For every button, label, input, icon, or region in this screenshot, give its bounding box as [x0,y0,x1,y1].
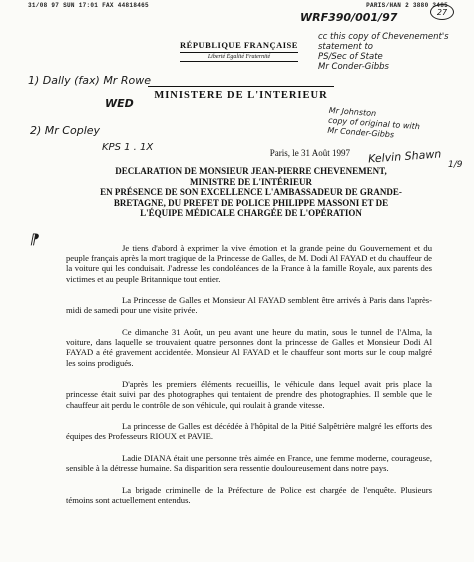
body-paragraph: Je tiens d'abord à exprimer la vive émotion et la grande peine du Gouvernement et du peuple français après la mort tragique de la Princesse de Galles, de M. Dodi Al FAYAD et du chauffeur de la voiture qui les conduisait. J'adresse les condoléances de la France à la famille Royale, aux parents des victimes et au peuple Britannique tout entier. [66,243,432,284]
title-line: DECLARATION DE MONSIEUR JEAN-PIERRE CHEVENEMENT, [115,166,387,176]
handwritten-distribution-1: 1) Dally (fax) Mr Rowe [28,74,151,87]
handwritten-copy-note: cc this copy of Chevenement's statement to PS/Sec of State Mr Conder-Gibbs [318,32,449,72]
title-line: EN PRÉSENCE DE SON EXCELLENCE L'AMBASSADEUR DE GRANDE- [100,187,402,198]
title-line: BRETAGNE, DU PREFET DE POLICE PHILIPPE MASSONI ET DE [113,197,389,208]
fax-transmission-header [28,2,448,9]
handwritten-reference: WRF390/001/97 [300,11,398,24]
body-paragraph: Ladie DIANA était une personne très aimée en France, une femme moderne, courageuse, sensible à la détresse humaine. Sa disparition sera ressentie douloureusement dans notre pays. [66,453,432,474]
body-paragraph: La Princesse de Galles et Monsieur Al FAYAD semblent être arrivés à Paris dans l'après-midi de samedi pour une visite privée. [66,295,432,316]
body-paragraph: Ce dimanche 31 Août, un peu avant une heure du matin, sous le tunnel de l'Alma, la voiture, dans laquelle se trouvaient quatre personnes dont la princesse de Galles et Monsieur Dodi Al FAYAD a été gravement accidentée. Monsieur Al FAYAD et le chauffeur sont morts sur le coup malgré les soins prodigués. [66,327,432,368]
ministry-name: MINISTERE DE L'INTERIEUR [148,86,334,101]
body-paragraph: La brigade criminelle de la Préfecture de Police est chargée de l'enquête. Plusieurs témoins sont actuellement entendus. [66,484,432,505]
body-paragraph: La princesse de Galles est décédée à l'hôpital de la Pitié Salpêtrière malgré les efforts des équipes des Professeurs RIOUX et PAVIE. [66,421,432,442]
declaration-body [66,243,432,517]
circled-number: 27 [430,4,454,20]
handwritten-kps-date: KPS 1 . 1X [102,142,154,153]
letterhead [172,40,306,62]
margin-mark-icon: ⁋ [30,232,39,248]
handwritten-distribution-2: 2) Mr Copley [30,124,101,137]
handwritten-page-mark: 1/9 [448,160,463,170]
republic-motto: Liberté Égalité Fraternité [180,52,298,62]
handwritten-signature: Kelvin Shawn [367,147,442,166]
fax-header-left: 31/08 97 SUN 17:01 FAX 44818465 [28,2,149,9]
title-line: L'ÉQUIPE MÉDICALE CHARGÉE DE L'OPÉRATION [140,208,362,219]
handwritten-wed: WED [105,97,134,110]
fax-header-right: PARIS/HAN 2 3880 3485 [366,2,448,9]
place-date: Paris, le 31 Août 1997 [269,148,350,158]
republic-label: RÉPUBLIQUE FRANÇAISE [180,40,298,50]
title-line: MINISTRE DE L'INTÉRIEUR [189,176,313,187]
declaration-title [70,166,432,219]
handwritten-johnston-note: Mr Johnston copy of original to with Mr Conder-Gibbs [327,105,421,140]
body-paragraph: D'après les premiers éléments recueillis, le véhicule dans lequel avait pris place la princesse était suivi par des photographes qui tentaient de prendre des photographies. Il semble que le chauffeur ait perdu le contrôle de son véhicule, qui roulait à grande vitesse. [66,379,432,410]
